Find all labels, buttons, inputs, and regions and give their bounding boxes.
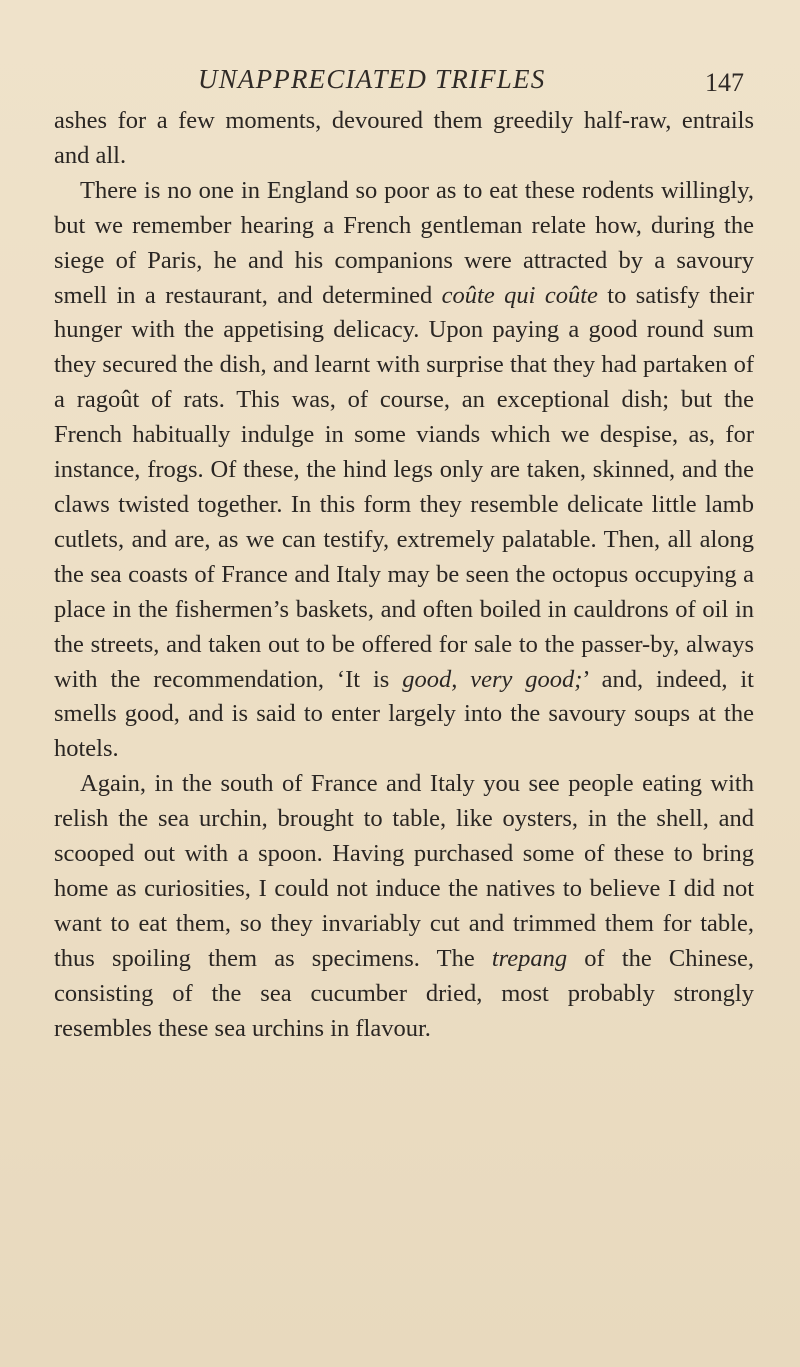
- paragraph-1: [54, 104, 754, 174]
- body-text: [54, 104, 754, 1046]
- paragraph-2: [54, 174, 754, 767]
- text-run: ashes for a few moments, devoured them greedily half-raw, entrails and all.: [54, 107, 754, 169]
- text-run: to satisfy their hunger with the appetising delicacy. Upon paying a good round sum they secured the dish, and learnt with surprise that they had partaken of a ragoût of rats. This was, of course, an exceptional dish; but the French habitually indulge in some viands which we despise, as, for instance, frogs. Of these, the hind legs only are taken, skinned, and the claws twisted together. In this form they resemble delicate little lamb cutlets, and are, as we can testify, extremely palatable. Then, all along the sea coasts of France and Italy may be seen the octopus occupying a place in the fishermen’s baskets, and often boiled in cauldrons of oil in the streets, and taken out to be offered for sale to the passer-by, always with the recommendation, ‘It is: [54, 281, 754, 693]
- running-head: [0, 64, 800, 104]
- page-number: 147: [705, 68, 744, 97]
- text-run: There is no one in England so poor as to eat these rodents willingly, but we remember hearing a French gentleman relate how, during the siege of Paris, he and his companions were attracted by a savoury smell in a restaurant, and determined: [54, 176, 754, 309]
- running-title: UNAPPRECIATED TRIFLES: [198, 64, 546, 94]
- paragraph-3: [54, 767, 754, 1046]
- text-run: of the Chinese, consisting of the sea cucumber dried, most probably strongly resembles these sea urchins in flavour.: [54, 944, 754, 1042]
- text-run: ’ and, indeed, it smells good, and is said to enter largely into the savoury soups at the hotels.: [54, 665, 754, 763]
- text-run: Again, in the south of France and Italy you see people eating with relish the sea urchin, brought to table, like oysters, in the shell, and scooped out with a spoon. Having purchased some of these to bring home as curiosities, I could not induce the natives to believe I did not want to eat them, so they invariably cut and trimmed them for table, thus spoiling them as specimens. The: [54, 770, 754, 972]
- italic-phrase: trepang: [491, 944, 568, 972]
- italic-phrase: coûte qui coûte: [441, 281, 598, 309]
- italic-phrase: good, very good;: [402, 665, 583, 693]
